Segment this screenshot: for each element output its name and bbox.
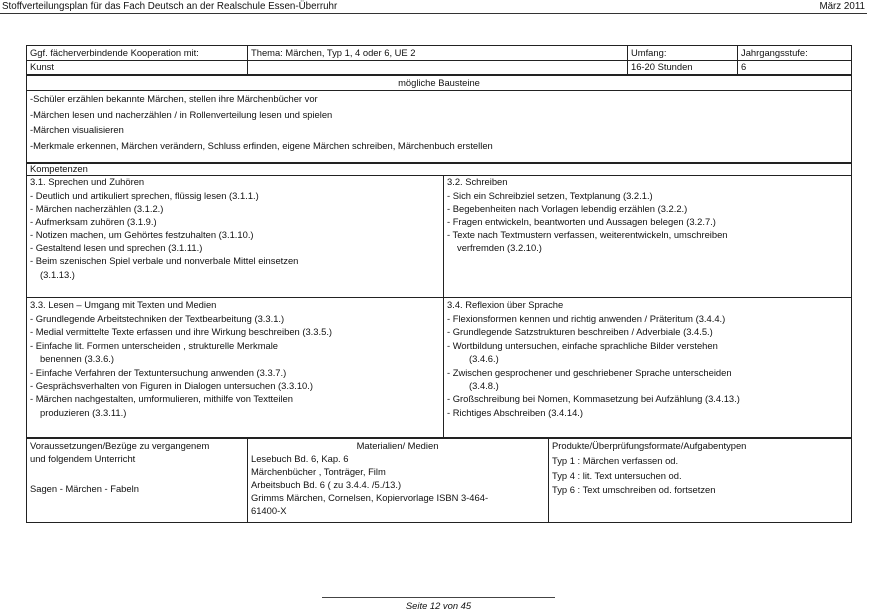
list-item: - Gesprächsverhalten von Figuren in Dialogen untersuchen (3.3.10.) xyxy=(30,380,313,392)
list-item: Typ 6 : Text umschreiben od. fortsetzen xyxy=(552,484,716,495)
reflexion-list xyxy=(447,312,740,419)
list-item: 61400-X xyxy=(251,504,287,516)
list-item: - Märchen nacherzählen (3.1.2.) xyxy=(30,203,164,215)
list-item: - Märchen nachgestalten, umformulieren, mithilfe von Textteilen xyxy=(30,393,293,405)
list-item: Grimms Märchen, Cornelsen, Kopiervorlage ISBN 3-464- xyxy=(251,491,489,503)
list-item: -Merkmale erkennen, Märchen verändern, Schluss erfinden, eigene Märchen schreiben, Märchenbuch erstellen xyxy=(30,139,493,151)
materials-title: Materialien/ Medien xyxy=(356,440,439,451)
list-item: Lesebuch Bd. 6, Kap. 6 xyxy=(251,453,349,464)
document-title: Stoffverteilungsplan für das Fach Deutsch an der Realschule Essen-Überruhr xyxy=(2,1,338,12)
list-item: - Aufmerksam zuhören (3.1.9.) xyxy=(30,216,157,228)
list-item: - Notizen machen, um Gehörtes festzuhalten (3.1.10.) xyxy=(30,229,254,241)
list-item: Märchenbücher , Tonträger, Film xyxy=(251,465,386,477)
list-item: - Sich ein Schreibziel setzen, Textplanung (3.2.1.) xyxy=(447,190,653,201)
bausteine-list xyxy=(30,91,493,153)
footer-divider xyxy=(322,597,555,598)
document-date: März 2011 xyxy=(819,1,865,12)
list-item: (3.4.8.) xyxy=(469,380,499,392)
list-item: - Gestaltend lesen und sprechen (3.1.11.) xyxy=(30,242,203,254)
sprechen-title: 3.1. Sprechen und Zuhören xyxy=(30,176,145,187)
list-item: (3.4.6.) xyxy=(469,353,499,365)
prereq-title-cont: und folgendem Unterricht xyxy=(30,453,136,464)
schreiben-list xyxy=(447,189,728,254)
prereq-value: Sagen - Märchen - Fabeln xyxy=(30,483,139,494)
list-item: verfremden (3.2.10.) xyxy=(457,242,542,254)
grade-label: Jahrgangsstufe: xyxy=(741,47,808,58)
list-item: - Deutlich und artikuliert sprechen, flüssig lesen (3.1.1.) xyxy=(30,190,259,201)
list-item: -Märchen visualisieren xyxy=(30,124,124,136)
materials-list xyxy=(251,453,488,518)
list-item: - Grundlegende Arbeitstechniken der Textbearbeitung (3.3.1.) xyxy=(30,313,285,324)
products-title: Produkte/Überprüfungsformate/Aufgabentypen xyxy=(552,440,747,451)
list-item: - Wortbildung untersuchen, einfache sprachliche Bilder verstehen xyxy=(447,339,718,351)
list-item: (3.1.13.) xyxy=(40,268,75,280)
page-header xyxy=(0,0,867,14)
list-item: - Zwischen gesprochener und geschriebener Sprache unterscheiden xyxy=(447,366,732,378)
list-item: - Medial vermittelte Texte erfassen und ihre Wirkung beschreiben (3.3.5.) xyxy=(30,326,333,338)
list-item: - Richtiges Abschreiben (3.4.14.) xyxy=(447,406,584,418)
grade-value: 6 xyxy=(741,61,747,72)
bausteine-heading: mögliche Bausteine xyxy=(398,77,480,88)
list-item: Typ 4 : lit. Text untersuchen od. xyxy=(552,469,682,481)
scope-value: 16-20 Stunden xyxy=(631,61,693,72)
theme-title: Thema: Märchen, Typ 1, 4 oder 6, UE 2 xyxy=(251,47,416,58)
sprechen-list xyxy=(30,189,298,281)
prereq-title: Voraussetzungen/Bezüge zu vergangenem xyxy=(30,440,210,451)
lesen-list xyxy=(30,312,332,419)
lesen-title: 3.3. Lesen – Umgang mit Texten und Medien xyxy=(30,299,217,310)
list-item: Typ 1 : Märchen verfassen od. xyxy=(552,455,679,466)
list-item: Arbeitsbuch Bd. 6 ( zu 3.4.4. /5./13.) xyxy=(251,478,402,490)
products-list xyxy=(552,454,715,498)
list-item: - Grundlegende Satzstrukturen beschreiben / Adverbiale (3.4.5.) xyxy=(447,326,713,338)
list-item: - Großschreibung bei Nomen, Kommasetzung bei Aufzählung (3.4.13.) xyxy=(447,393,740,405)
schreiben-title: 3.2. Schreiben xyxy=(447,176,508,187)
page-number: Seite 12 von 45 xyxy=(405,600,472,611)
list-item: - Fragen entwickeln, beantworten und Aussagen belegen (3.2.7.) xyxy=(447,216,716,228)
list-item: - Einfache lit. Formen unterscheiden , strukturelle Merkmale xyxy=(30,339,279,351)
list-item: benennen (3.3.6.) xyxy=(40,353,115,365)
list-item: -Schüler erzählen bekannte Märchen, stellen ihre Märchenbücher vor xyxy=(30,93,318,104)
list-item: produzieren (3.3.11.) xyxy=(40,406,127,418)
list-item: - Texte nach Textmustern verfassen, weiterentwickeln, umschreiben xyxy=(447,229,728,241)
cooperation-label: Ggf. fächerverbindende Kooperation mit: xyxy=(30,47,199,58)
reflexion-title: 3.4. Reflexion über Sprache xyxy=(447,299,564,310)
list-item: - Beim szenischen Spiel verbale und nonverbale Mittel einsetzen xyxy=(30,255,299,267)
scope-label: Umfang: xyxy=(631,47,667,58)
list-item: -Märchen lesen und nacherzählen / in Rollenverteilung lesen und spielen xyxy=(30,108,333,120)
cooperation-value: Kunst xyxy=(30,61,54,72)
list-item: - Einfache Verfahren der Textuntersuchung anwenden (3.3.7.) xyxy=(30,366,287,378)
list-item: - Begebenheiten nach Vorlagen lebendig erzählen (3.2.2.) xyxy=(447,203,688,215)
kompetenzen-heading: Kompetenzen xyxy=(30,163,88,174)
list-item: - Flexionsformen kennen und richtig anwenden / Präteritum (3.4.4.) xyxy=(447,313,726,324)
